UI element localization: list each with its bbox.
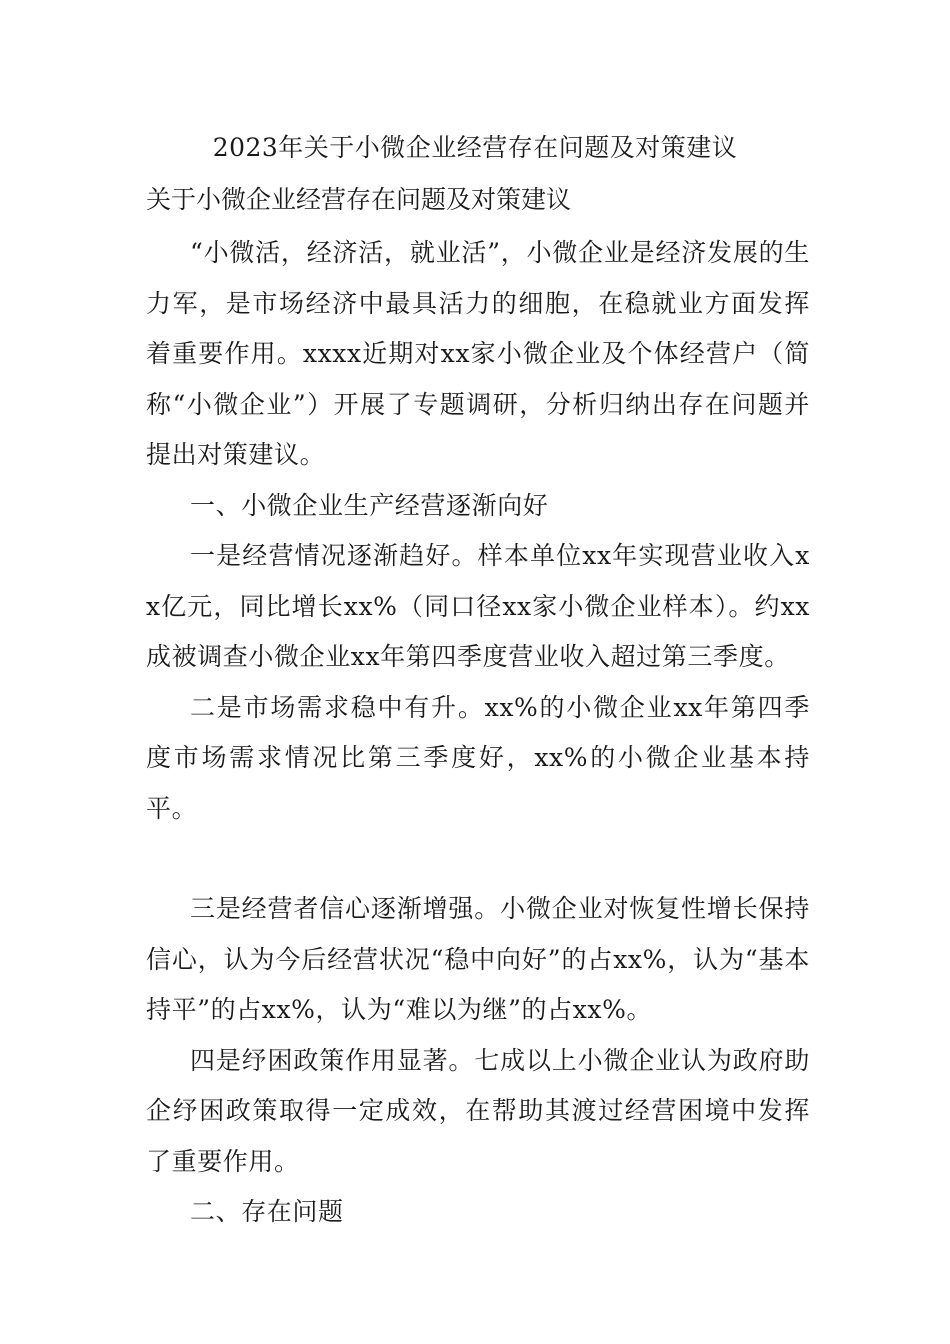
section-heading-2: 二、存在问题 [190, 1197, 344, 1226]
paragraph-point-4: 四是纾困政策作用显著。七成以上小微企业认为政府助企纾困政策取得一定成效，在帮助其渡过经营困境中发挥了重要作用。 [146, 1045, 810, 1176]
paragraph-point-2: 二是市场需求稳中有升。xx%的小微企业xx年第四季度市场需求情况比第三季度好，xx%的小微企业基本持平。 [146, 692, 810, 823]
document-subtitle: 关于小微企业经营存在问题及对策建议 [146, 185, 572, 214]
section-heading-1: 一、小微企业生产经营逐渐向好 [190, 490, 549, 520]
document-title: 2023年关于小微企业经营存在问题及对策建议 [212, 133, 738, 162]
document-body [146, 228, 810, 1238]
paragraph-intro: “小微活，经济活，就业活”，小微企业是经济发展的生力军，是市场经济中最具活力的细胞，在稳就业方面发挥着重要作用。xxxx近期对xx家小微企业及个体经营户（简称“小微企业”）开展了专题调研，分析归纳出存在问题并提出对策建议。 [146, 238, 810, 469]
paragraph-point-3: 三是经营者信心逐渐增强。小微企业对恢复性增长保持信心，认为今后经营状况“稳中向好”的占xx%，认为“基本持平”的占xx%，认为“难以为继”的占xx%。 [146, 894, 810, 1024]
paragraph-point-1: 一是经营情况逐渐趋好。样本单位xx年实现营业收入xx亿元，同比增长xx%（同口径xx家小微企业样本）。约xx成被调查小微企业xx年第四季度营业收入超过第三季度。 [146, 541, 810, 671]
